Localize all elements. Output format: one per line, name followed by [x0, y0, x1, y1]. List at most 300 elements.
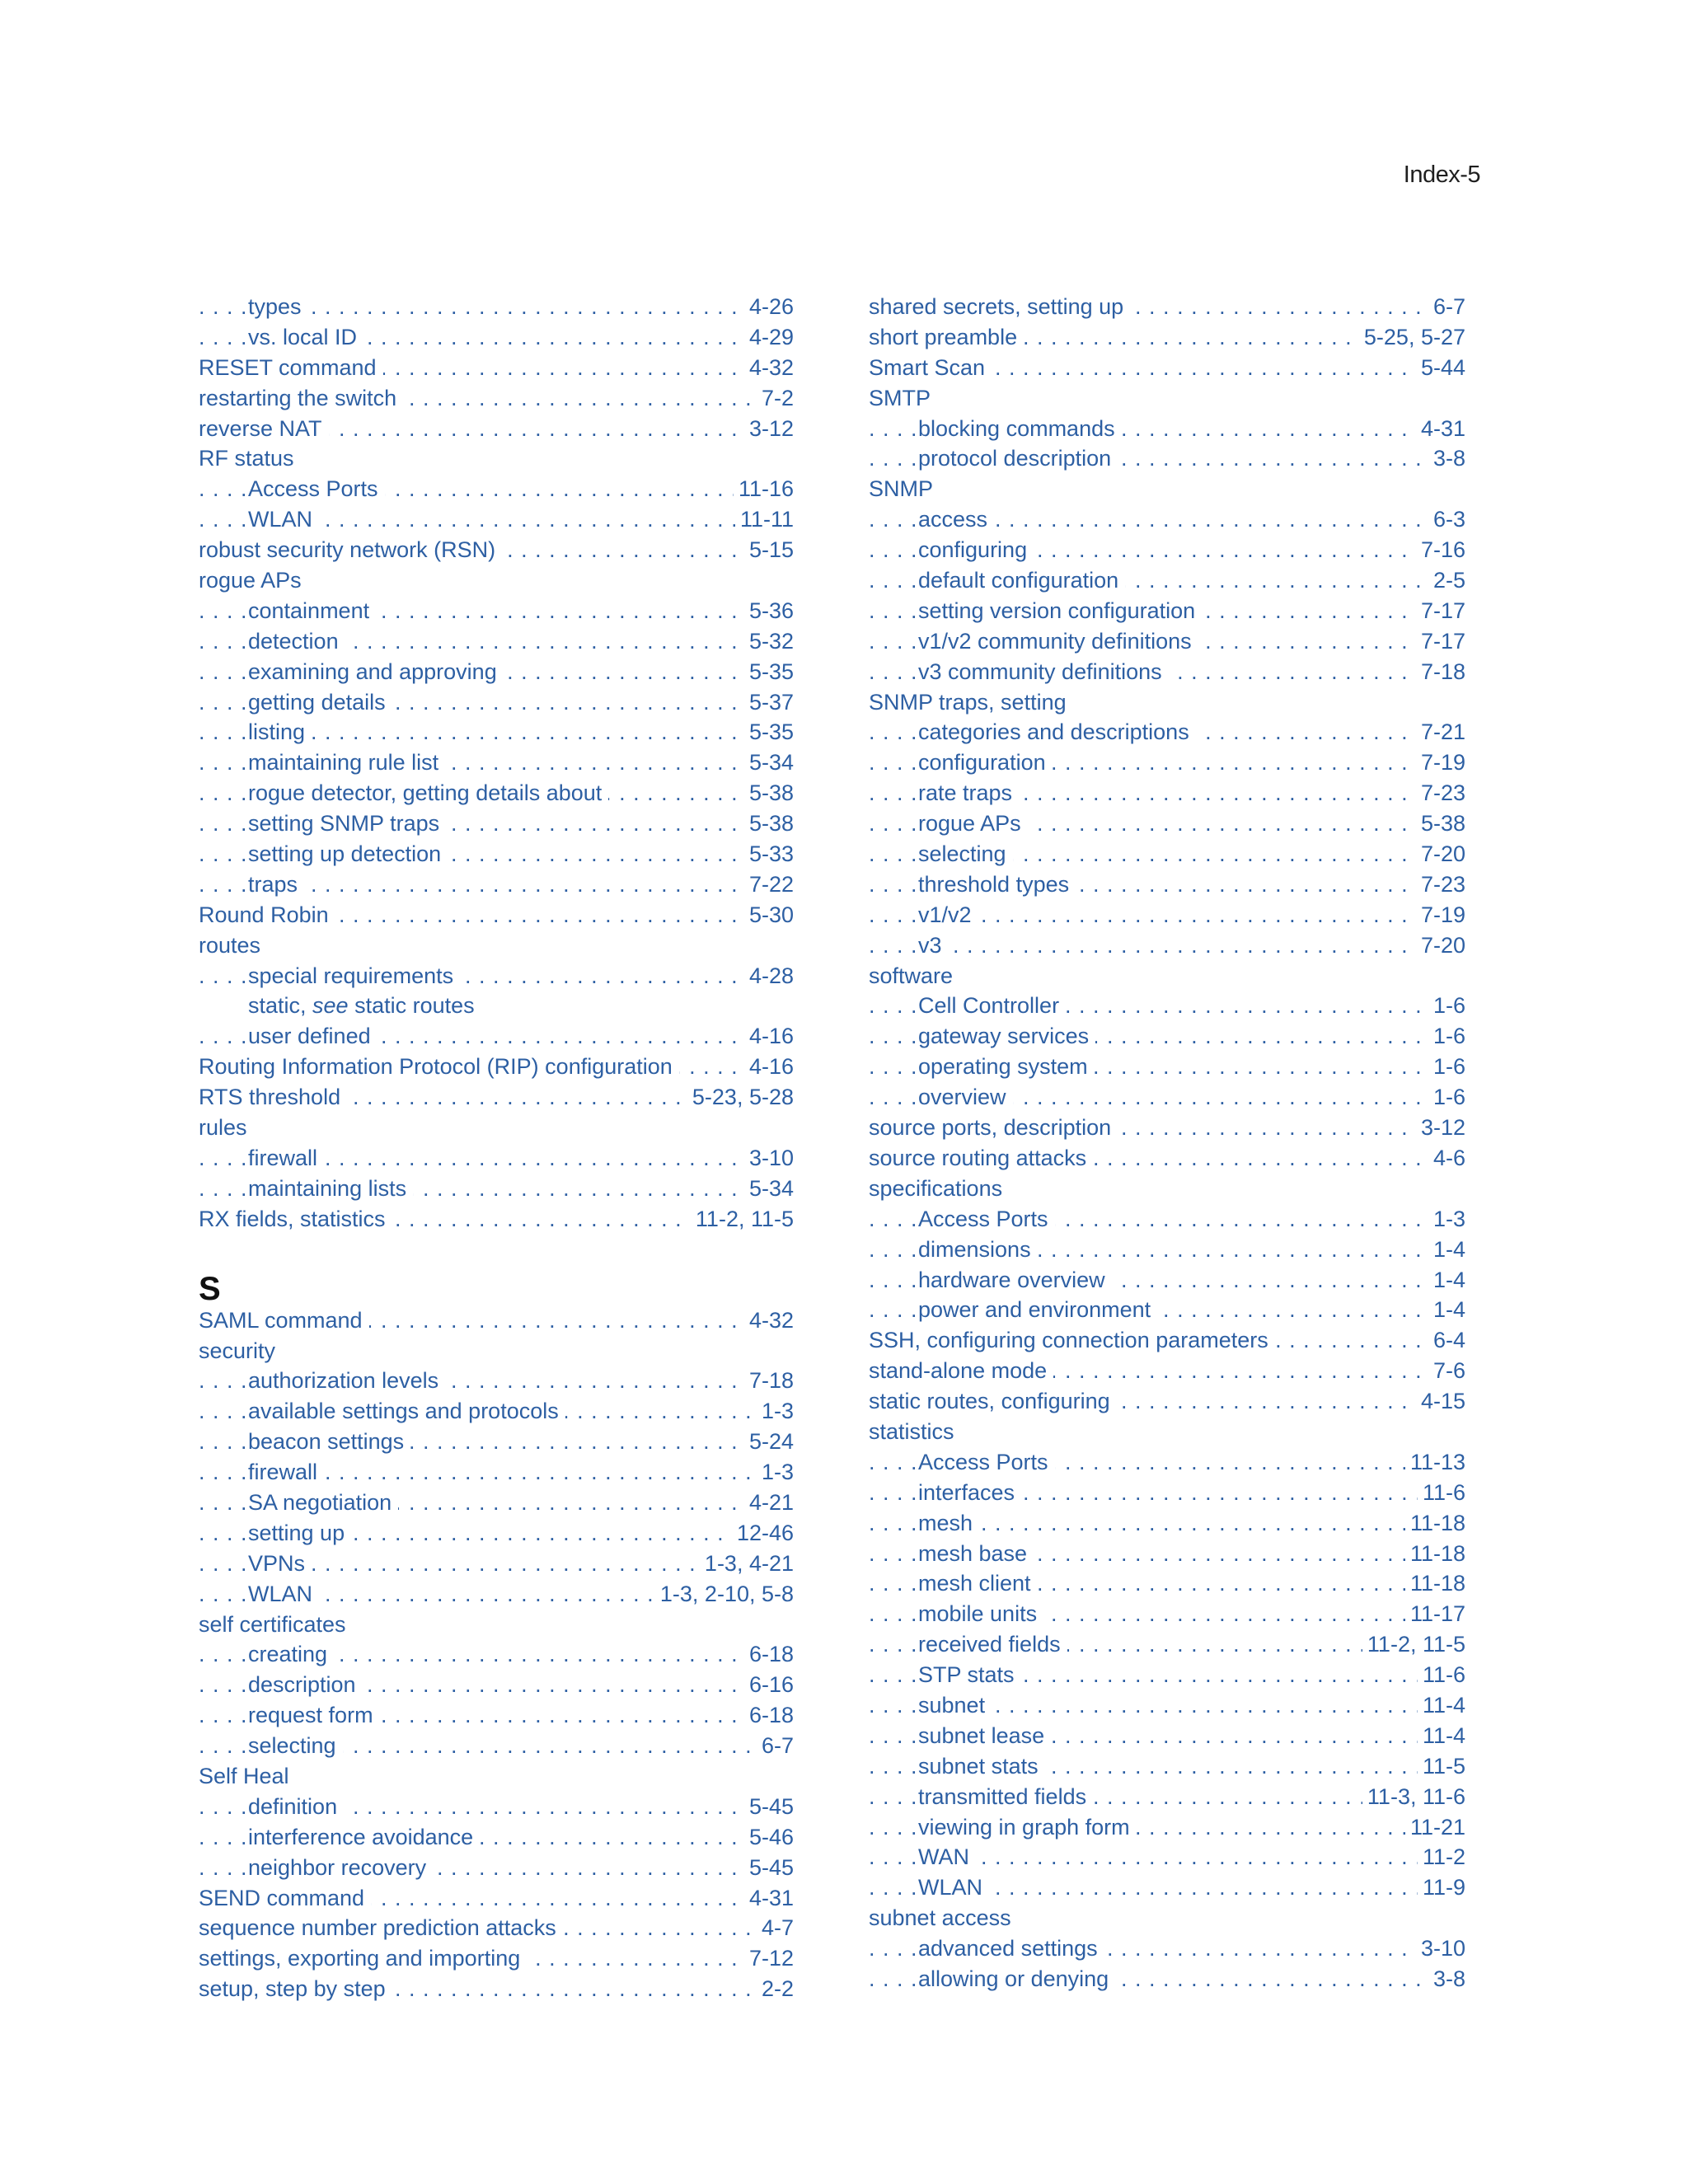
index-subentry: [199, 1792, 794, 1822]
index-entry: [869, 687, 1465, 718]
index-subentry: [869, 1204, 1465, 1235]
index-subentry: [869, 1721, 1465, 1751]
index-entry: [199, 414, 794, 444]
index-page-ref[interactable]: 11-3, 11-6: [1362, 1782, 1465, 1812]
index-term: static routes, configuring: [869, 1389, 1117, 1413]
index-term: maintaining lists: [248, 1176, 413, 1201]
index-term: vs. local ID: [248, 325, 363, 349]
index-term: allowing or denying: [918, 1966, 1115, 1991]
index-subentry: [869, 414, 1465, 444]
index-page-ref[interactable]: 1-6: [1428, 1052, 1465, 1082]
index-entry: [199, 1336, 794, 1366]
index-subentry: [869, 1660, 1465, 1690]
index-subentry: [869, 596, 1465, 626]
index-term: specifications: [869, 1176, 1009, 1201]
index-page-ref[interactable]: 7-2: [757, 383, 794, 414]
index-term: Cell Controller: [918, 993, 1066, 1018]
index-entry: [199, 565, 794, 596]
index-term: user defined: [248, 1024, 377, 1048]
index-page-ref[interactable]: 12-46: [732, 1518, 794, 1549]
index-subentry: [869, 565, 1465, 596]
index-term: RF status: [199, 446, 301, 471]
index-entry: [199, 535, 794, 565]
index-term: Access Ports: [248, 476, 385, 501]
index-page-ref[interactable]: 11-5: [1418, 1751, 1465, 1782]
index-term: v1/v2: [918, 902, 978, 927]
index-term: power and environment: [918, 1297, 1157, 1322]
index-entry: [869, 474, 1465, 504]
index-subentry: [869, 1539, 1465, 1569]
index-subentry: [199, 808, 794, 839]
index-entry: [869, 961, 1465, 991]
index-page-ref[interactable]: 3-10: [1416, 1933, 1465, 1964]
index-page-ref[interactable]: 7-21: [1416, 717, 1465, 748]
index-subentry: [199, 991, 794, 1021]
index-term: overview: [918, 1085, 1013, 1109]
index-subentry: [869, 1478, 1465, 1508]
index-page-ref[interactable]: 11-4: [1418, 1690, 1465, 1721]
index-page-ref[interactable]: 11-18: [1405, 1508, 1465, 1539]
index-page-ref[interactable]: 3-12: [744, 414, 794, 444]
index-term: RTS threshold: [199, 1085, 347, 1109]
index-term: rules: [199, 1115, 254, 1140]
index-page-ref[interactable]: 11-2: [1418, 1842, 1465, 1872]
index-term: source ports, description: [869, 1115, 1118, 1140]
index-term: description: [248, 1672, 363, 1697]
index-page-ref[interactable]: 11-2, 11-5: [691, 1204, 794, 1235]
index-page-ref[interactable]: 5-36: [744, 596, 794, 626]
index-subentry: [869, 1872, 1465, 1903]
index-term: v3: [918, 933, 949, 958]
index-page-ref[interactable]: 4-21: [744, 1488, 794, 1518]
index-term: gateway services: [918, 1024, 1095, 1048]
index-page-ref[interactable]: 5-25, 5-27: [1359, 322, 1465, 353]
index-term: viewing in graph form: [918, 1815, 1137, 1840]
index-page-ref[interactable]: 4-29: [744, 322, 794, 353]
index-page-ref[interactable]: 1-3: [757, 1396, 794, 1427]
index-term: Routing Information Protocol (RIP) configuration: [199, 1054, 679, 1079]
index-term: rate traps: [918, 780, 1019, 805]
index-page-ref[interactable]: 11-4: [1418, 1721, 1465, 1751]
index-letter-heading: S: [199, 1270, 221, 1307]
index-subentry: [869, 1964, 1465, 1994]
index-term: creating: [248, 1642, 334, 1666]
index-entry: [199, 443, 794, 474]
index-page-ref[interactable]: 7-19: [1416, 748, 1465, 778]
page-number: Index-5: [1403, 162, 1480, 188]
index-subentry: [869, 1508, 1465, 1539]
index-term: subnet stats: [918, 1754, 1045, 1779]
index-term: setting up detection: [248, 841, 448, 866]
index-entry: [199, 1113, 794, 1143]
index-page-ref[interactable]: 11-17: [1405, 1599, 1465, 1629]
index-page-ref[interactable]: 7-20: [1416, 839, 1465, 869]
index-term: interfaces: [918, 1480, 1021, 1505]
index-subentry: [199, 1639, 794, 1670]
index-subentry: [199, 1579, 794, 1610]
index-page-ref[interactable]: 2-2: [757, 1974, 794, 2004]
index-term: rogue APs: [199, 568, 308, 593]
index-column-right: [869, 292, 1465, 1994]
index-term: neighbor recovery: [248, 1855, 433, 1880]
index-entry: [199, 1610, 794, 1640]
index-term: SNMP: [869, 476, 940, 501]
index-page-ref[interactable]: 3-10: [744, 1143, 794, 1174]
index-page-ref[interactable]: 4-15: [1416, 1386, 1465, 1417]
index-term: getting details: [248, 690, 392, 715]
index-subentry: [869, 1052, 1465, 1082]
index-entry: [199, 383, 794, 414]
index-subentry: [869, 626, 1465, 657]
index-subentry: [199, 748, 794, 778]
index-subentry: [199, 778, 794, 808]
index-term: short preamble: [869, 325, 1024, 349]
index-term: mesh: [918, 1511, 979, 1535]
index-term: reverse NAT: [199, 416, 329, 441]
index-term: mesh base: [918, 1541, 1034, 1566]
index-page-ref[interactable]: 7-23: [1416, 869, 1465, 900]
index-term: SEND command: [199, 1886, 371, 1910]
index-subentry: [869, 443, 1465, 474]
index-term: dimensions: [918, 1237, 1038, 1262]
index-subentry: [199, 1549, 794, 1579]
index-subentry: [199, 1457, 794, 1488]
index-term: configuration: [918, 750, 1053, 775]
index-page-ref[interactable]: 5-23, 5-28: [687, 1082, 794, 1113]
index-term: Self Heal: [199, 1764, 296, 1788]
index-term: containment: [248, 598, 376, 623]
index-subentry: [869, 1568, 1465, 1599]
index-term: Access Ports: [918, 1450, 1055, 1474]
index-term: SNMP traps, setting: [869, 690, 1073, 715]
index-page-ref[interactable]: 4-32: [744, 353, 794, 383]
index-subentry: [869, 717, 1465, 748]
index-subentry: [869, 1599, 1465, 1629]
index-page-ref[interactable]: 6-3: [1428, 504, 1465, 535]
index-page-ref[interactable]: 4-26: [744, 292, 794, 322]
index-term: access: [918, 507, 994, 532]
index-term: firewall: [248, 1146, 324, 1170]
index-subentry: [869, 1447, 1465, 1478]
index-subentry: [199, 1174, 794, 1204]
index-page-ref[interactable]: 4-28: [744, 961, 794, 991]
index-subentry: [199, 1143, 794, 1174]
index-page-ref[interactable]: 7-6: [1428, 1356, 1465, 1386]
index-page-ref[interactable]: 1-6: [1428, 1021, 1465, 1052]
index-page-ref[interactable]: 4-16: [744, 1052, 794, 1082]
index-term: categories and descriptions: [918, 719, 1196, 744]
index-subentry: [199, 687, 794, 718]
index-page-ref[interactable]: 5-35: [744, 657, 794, 687]
index-subentry: [869, 1021, 1465, 1052]
index-term: threshold types: [918, 872, 1076, 897]
index-page-ref[interactable]: 5-33: [744, 839, 794, 869]
index-page-ref[interactable]: 5-45: [744, 1792, 794, 1822]
index-subentry: [199, 839, 794, 869]
index-page-ref[interactable]: 6-18: [744, 1700, 794, 1731]
index-term: mesh client: [918, 1571, 1038, 1596]
index-page-ref[interactable]: 11-6: [1418, 1660, 1465, 1690]
index-term: setup, step by step: [199, 1976, 392, 2001]
index-term: mobile units: [918, 1601, 1043, 1626]
index-page-ref[interactable]: 6-4: [1428, 1325, 1465, 1356]
index-term: types: [248, 294, 308, 319]
index-subentry: [199, 1427, 794, 1457]
index-entry: [869, 1386, 1465, 1417]
index-subentry: [869, 657, 1465, 687]
index-term: robust security network (RSN): [199, 537, 502, 562]
index-subentry: [869, 1933, 1465, 1964]
index-term: operating system: [918, 1054, 1095, 1079]
index-subentry: [869, 535, 1465, 565]
index-term: interference avoidance: [248, 1825, 480, 1849]
index-entry: [869, 383, 1465, 414]
index-subentry: [199, 504, 794, 535]
index-page-ref[interactable]: 1-3, 2-10, 5-8: [655, 1579, 794, 1610]
index-subentry: [199, 961, 794, 991]
index-subentry: [869, 1782, 1465, 1812]
index-subentry: [869, 869, 1465, 900]
index-term: available settings and protocols: [248, 1399, 565, 1423]
index-entry: [199, 1883, 794, 1914]
index-term: listing: [248, 719, 312, 744]
index-subentry: [199, 1700, 794, 1731]
index-term: RESET command: [199, 355, 383, 380]
index-entry: [869, 292, 1465, 322]
index-term: transmitted fields: [918, 1784, 1093, 1809]
index-term: received fields: [918, 1632, 1067, 1657]
index-page-ref[interactable]: 5-38: [1416, 808, 1465, 839]
index-term: setting up: [248, 1521, 351, 1545]
index-subentry: [199, 1366, 794, 1396]
index-page-ref[interactable]: 4-7: [757, 1913, 794, 1943]
index-page-ref[interactable]: 7-17: [1416, 626, 1465, 657]
index-term: sequence number prediction attacks: [199, 1915, 563, 1940]
index-term: request form: [248, 1703, 380, 1727]
index-page-ref[interactable]: 11-2, 11-5: [1362, 1629, 1465, 1660]
index-subentry: [869, 991, 1465, 1021]
index-term: statistics: [869, 1419, 961, 1444]
index-subentry: [869, 1751, 1465, 1782]
index-term: stand-alone mode: [869, 1358, 1053, 1383]
index-term: restarting the switch: [199, 386, 403, 410]
index-term: hardware overview: [918, 1268, 1112, 1292]
index-page-ref[interactable]: 11-18: [1405, 1568, 1465, 1599]
index-entry: [199, 1305, 794, 1336]
index-page-ref[interactable]: 3-8: [1428, 443, 1465, 474]
index-term: detection: [248, 629, 345, 654]
index-page-ref[interactable]: 7-16: [1416, 535, 1465, 565]
index-term: subnet lease: [918, 1723, 1051, 1748]
index-page-ref[interactable]: 1-4: [1428, 1235, 1465, 1265]
index-subentry: [199, 657, 794, 687]
index-subentry: [869, 1082, 1465, 1113]
index-entry: [869, 353, 1465, 383]
index-page-ref[interactable]: 6-7: [757, 1731, 794, 1761]
index-entry: [199, 1082, 794, 1113]
index-term: v3 community definitions: [918, 659, 1169, 684]
index-term: beacon settings: [248, 1429, 410, 1454]
index-subentry: [869, 930, 1465, 961]
index-subentry: [869, 1629, 1465, 1660]
index-page-ref[interactable]: 7-12: [744, 1943, 794, 1974]
index-term: maintaining rule list: [248, 750, 445, 775]
index-term: v1/v2 community definitions: [918, 629, 1198, 654]
index-term: Smart Scan: [869, 355, 992, 380]
index-term: WLAN: [248, 507, 319, 532]
index-subentry: [869, 839, 1465, 869]
index-page-ref[interactable]: 11-9: [1418, 1872, 1465, 1903]
index-page-ref[interactable]: 1-6: [1428, 1082, 1465, 1113]
index-column-left: [199, 292, 794, 2004]
index-entry: [869, 1356, 1465, 1386]
index-term: SA negotiation: [248, 1490, 398, 1515]
index-term: self certificates: [199, 1612, 353, 1637]
index-entry: [869, 1325, 1465, 1356]
index-subentry: [869, 1265, 1465, 1296]
index-page-ref[interactable]: 4-16: [744, 1021, 794, 1052]
index-page-ref[interactable]: 11-16: [734, 474, 794, 504]
index-page-ref[interactable]: 5-37: [744, 687, 794, 718]
index-term: Round Robin: [199, 902, 335, 927]
index-subentry: [199, 322, 794, 353]
index-page-ref[interactable]: 1-4: [1428, 1295, 1465, 1325]
index-subentry: [199, 1822, 794, 1853]
index-term: static, see static routes: [248, 993, 481, 1018]
index-term: selecting: [918, 841, 1013, 866]
index-entry: [869, 1113, 1465, 1143]
index-term: WLAN: [248, 1582, 319, 1606]
index-term: default configuration: [918, 568, 1125, 593]
index-term: settings, exporting and importing: [199, 1946, 527, 1971]
index-page-ref[interactable]: 3-8: [1428, 1964, 1465, 1994]
index-page-ref[interactable]: 11-21: [1405, 1812, 1465, 1843]
index-term: WAN: [918, 1844, 976, 1869]
index-page-ref[interactable]: 1-6: [1428, 991, 1465, 1021]
index-term: configuring: [918, 537, 1034, 562]
index-term: SSH, configuring connection parameters: [869, 1328, 1275, 1352]
index-entry: [199, 1974, 794, 2004]
index-subentry: [199, 1488, 794, 1518]
index-page-ref[interactable]: 5-32: [744, 626, 794, 657]
index-page-ref[interactable]: 5-30: [744, 900, 794, 930]
index-page-ref[interactable]: 5-34: [744, 748, 794, 778]
index-term: authorization levels: [248, 1368, 445, 1393]
index-term: SAML command: [199, 1308, 369, 1333]
index-page-ref[interactable]: 11-13: [1405, 1447, 1465, 1478]
index-term: firewall: [248, 1460, 324, 1484]
index-subentry: [869, 1842, 1465, 1872]
index-term: RX fields, statistics: [199, 1207, 392, 1231]
index-page-ref[interactable]: 4-32: [744, 1305, 794, 1336]
index-term: blocking commands: [918, 416, 1122, 441]
index-term: subnet access: [869, 1905, 1018, 1930]
index-subentry: [869, 778, 1465, 808]
index-subentry: [869, 1812, 1465, 1843]
index-page-ref[interactable]: 11-11: [735, 504, 794, 535]
index-page-ref[interactable]: 6-16: [744, 1670, 794, 1700]
index-page-ref[interactable]: 7-17: [1416, 596, 1465, 626]
index-term: setting SNMP traps: [248, 811, 446, 836]
index-subentry: [199, 1670, 794, 1700]
index-term: rogue APs: [918, 811, 1028, 836]
index-term: definition: [248, 1794, 344, 1819]
index-term: source routing attacks: [869, 1146, 1093, 1170]
index-page-ref[interactable]: 6-18: [744, 1639, 794, 1670]
index-subentry: [199, 1396, 794, 1427]
index-page-ref[interactable]: 4-6: [1428, 1143, 1465, 1174]
index-page-ref[interactable]: 5-24: [744, 1427, 794, 1457]
index-entry: [869, 1143, 1465, 1174]
index-page-ref[interactable]: 2-5: [1428, 565, 1465, 596]
index-subentry: [199, 1731, 794, 1761]
index-entry: [199, 1204, 794, 1235]
index-term: software: [869, 963, 959, 988]
index-page-ref[interactable]: 4-31: [1416, 414, 1465, 444]
index-term: setting version configuration: [918, 598, 1202, 623]
index-term: special requirements: [248, 963, 460, 988]
index-subentry: [199, 1021, 794, 1052]
index-page-ref[interactable]: 5-44: [1416, 353, 1465, 383]
index-term: SMTP: [869, 386, 937, 410]
index-page-ref[interactable]: 7-20: [1416, 930, 1465, 961]
index-page-ref[interactable]: 4-31: [744, 1883, 794, 1914]
index-subentry: [869, 900, 1465, 930]
index-page-ref[interactable]: 5-45: [744, 1853, 794, 1883]
index-subentry: [869, 1295, 1465, 1325]
index-subentry: [869, 1690, 1465, 1721]
index-term: rogue detector, getting details about: [248, 780, 608, 805]
index-subentry: [869, 748, 1465, 778]
index-entry: [869, 322, 1465, 353]
index-term: VPNs: [248, 1551, 312, 1576]
index-page-ref[interactable]: 5-15: [744, 535, 794, 565]
index-page-ref[interactable]: 7-22: [744, 869, 794, 900]
index-subentry: [199, 292, 794, 322]
index-subentry: [199, 626, 794, 657]
index-term: subnet: [918, 1693, 992, 1718]
index-subentry: [199, 869, 794, 900]
index-page-ref[interactable]: 11-18: [1405, 1539, 1465, 1569]
index-page-ref[interactable]: 3-12: [1416, 1113, 1465, 1143]
index-page-ref[interactable]: 5-38: [744, 808, 794, 839]
index-page-ref[interactable]: 7-18: [744, 1366, 794, 1396]
index-page-ref[interactable]: 7-18: [1416, 657, 1465, 687]
index-page-ref[interactable]: 7-23: [1416, 778, 1465, 808]
index-page-ref[interactable]: 11-6: [1418, 1478, 1465, 1508]
index-page-ref[interactable]: 5-38: [744, 778, 794, 808]
index-term: protocol description: [918, 446, 1118, 471]
index-term: STP stats: [918, 1662, 1021, 1687]
index-page-ref[interactable]: 5-46: [744, 1822, 794, 1853]
index-term: traps: [248, 872, 304, 897]
index-page-ref[interactable]: 5-34: [744, 1174, 794, 1204]
index-page-ref[interactable]: 6-7: [1428, 292, 1465, 322]
index-term: advanced settings: [918, 1936, 1104, 1961]
index-term: routes: [199, 933, 267, 958]
index-entry: [869, 1903, 1465, 1933]
index-term: examining and approving: [248, 659, 504, 684]
index-term: security: [199, 1338, 282, 1363]
index-subentry: [869, 808, 1465, 839]
index-page-ref[interactable]: 1-3: [1428, 1204, 1465, 1235]
index-page-ref[interactable]: 7-19: [1416, 900, 1465, 930]
index-page-ref[interactable]: 1-3, 4-21: [700, 1549, 794, 1579]
index-entry: [199, 1913, 794, 1943]
index-page-ref[interactable]: 1-4: [1428, 1265, 1465, 1296]
index-page-ref[interactable]: 1-3: [757, 1457, 794, 1488]
index-page-ref[interactable]: 5-35: [744, 717, 794, 748]
